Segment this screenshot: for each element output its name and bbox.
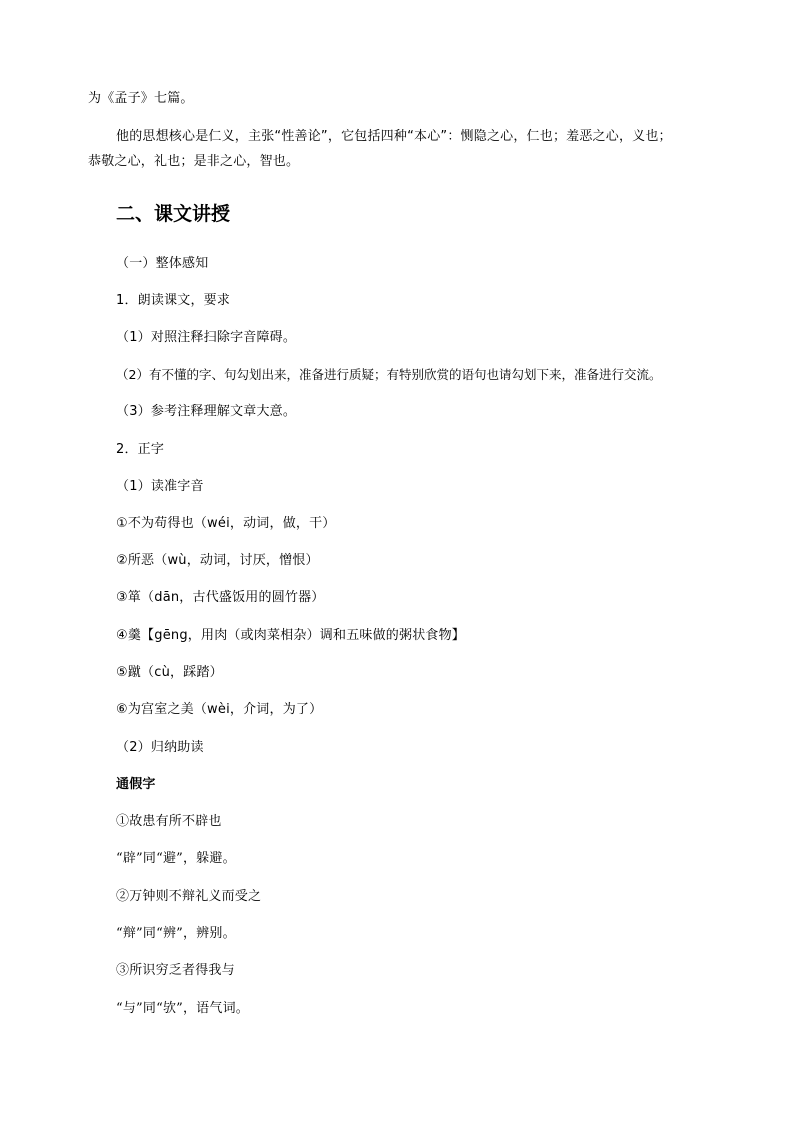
paragraph-core-thought-line1: 他的思想核心是仁义，主张“性善论”，它包括四种“本心”：恻隐之心，仁也；羞恶之心，义也； xyxy=(116,129,672,144)
tongjiazi-entry: ③所识穷乏者得我与 xyxy=(116,963,235,978)
pronunciation-item: ⑥为宫室之美（wèi，介词，为了） xyxy=(116,702,323,717)
pronunciation-item: ③箪（dān，古代盛饭用的圆竹器） xyxy=(116,590,325,605)
pronunciation-item: ②所恶（wù，动词，讨厌，憎恨） xyxy=(116,553,319,568)
paragraph-core-thought-line2: 恭敬之心，礼也；是非之心，智也。 xyxy=(88,154,300,169)
list-item: 2．正字 xyxy=(116,442,165,457)
tongjiazi-entry: “辟”同“避”，躲避。 xyxy=(116,851,236,866)
section-heading: 二、课文讲授 xyxy=(116,203,231,225)
pronunciation-item: ①不为苟得也（wéi，动词，做，干） xyxy=(116,516,336,531)
list-item: （2）归纳助读 xyxy=(116,740,204,755)
subsection-title: （一）整体感知 xyxy=(116,256,209,271)
tongjiazi-entry: ②万钟则不辩礼义而受之 xyxy=(116,889,262,904)
tongjiazi-title: 通假字 xyxy=(116,777,156,792)
list-item: （3）参考注释理解文章大意。 xyxy=(116,404,297,419)
pronunciation-item: ⑤蹴（cù，踩踏） xyxy=(116,665,223,680)
tongjiazi-entry: “与”同“欤”，语气词。 xyxy=(116,1001,249,1016)
paragraph-intro-end: 为《孟子》七篇。 xyxy=(88,91,194,106)
list-item: （1）读准字音 xyxy=(116,479,204,494)
tongjiazi-entry: “辩”同“辨”，辨别。 xyxy=(116,926,236,941)
list-item: （1）对照注释扫除字音障碍。 xyxy=(116,330,297,345)
list-item: 1．朗读课文，要求 xyxy=(116,293,231,308)
tongjiazi-entry: ①故患有所不辟也 xyxy=(116,814,222,829)
pronunciation-item: ④羹【gēng，用肉（或肉菜相杂）调和五味做的粥状食物】 xyxy=(116,628,465,643)
list-item: （2）有不懂的字、句勾划出来，准备进行质疑；有特别欣赏的语句也请勾划下来，准备进行交流。 xyxy=(116,367,662,382)
